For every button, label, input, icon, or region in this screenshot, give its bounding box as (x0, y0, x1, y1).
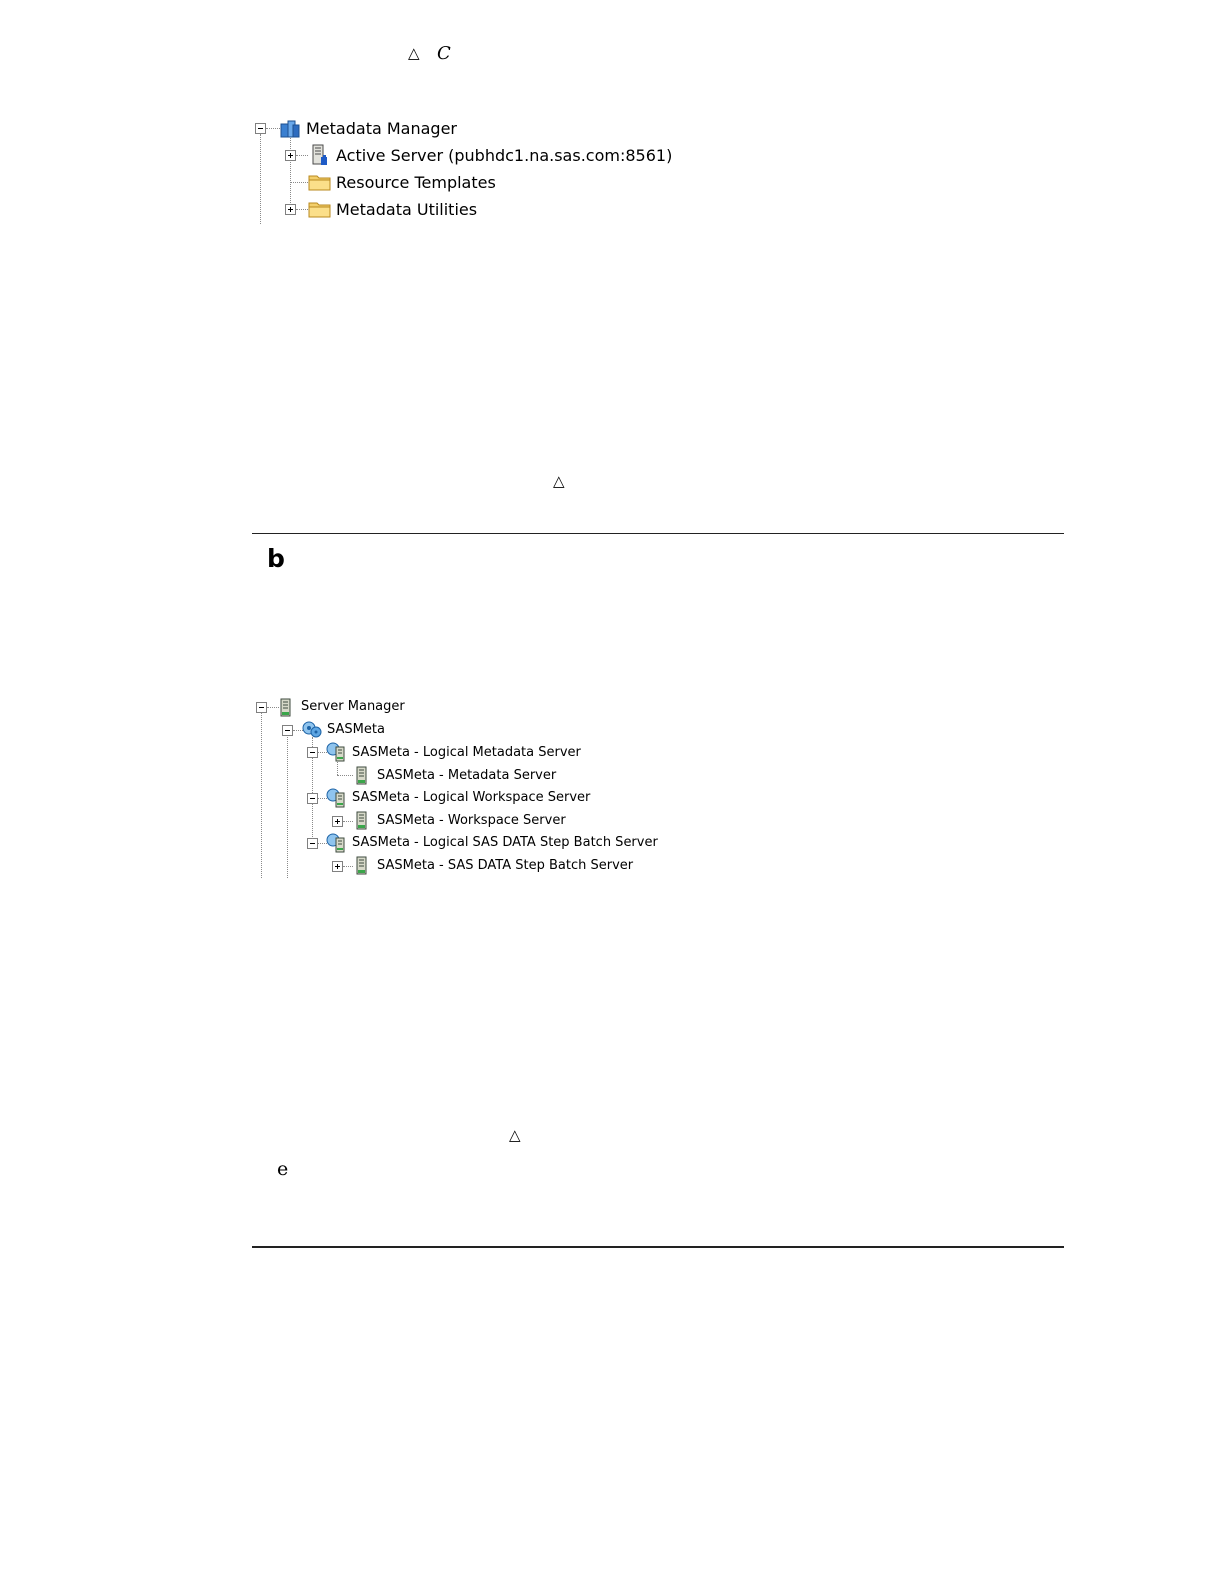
folder-icon (308, 172, 332, 192)
tree-node-label[interactable]: Resource Templates (336, 173, 496, 192)
collapse-toggle[interactable] (255, 123, 266, 134)
tree-node-label[interactable]: SASMeta (327, 722, 385, 737)
expand-toggle[interactable] (285, 204, 296, 215)
folder-icon (308, 199, 332, 219)
tree-node-label[interactable]: SASMeta - Logical Metadata Server (352, 745, 581, 760)
section-divider (252, 1246, 1064, 1248)
expand-toggle[interactable] (285, 150, 296, 161)
expand-toggle[interactable] (332, 816, 343, 827)
tree-node-label[interactable]: SASMeta - Logical SAS DATA Step Batch Server (352, 835, 658, 850)
italic-c-symbol: C (437, 43, 451, 64)
tree-node-label[interactable]: Metadata Utilities (336, 200, 478, 219)
server-icon (278, 698, 294, 718)
collapse-toggle[interactable] (307, 747, 318, 758)
tree-node-label[interactable]: Active Server (pubhdc1.na.sas.com:8561) (336, 146, 673, 165)
section-letter: b (267, 544, 285, 573)
triangle-symbol: △ (408, 44, 420, 62)
collapse-toggle[interactable] (307, 838, 318, 849)
logical-server-icon (326, 742, 348, 762)
tree-node-label[interactable]: Server Manager (301, 699, 405, 714)
server-manager-tree (250, 695, 658, 880)
tree-node-label[interactable]: SASMeta - Metadata Server (377, 768, 557, 783)
server-icon (354, 766, 370, 786)
tree-node-label[interactable]: Metadata Manager (306, 119, 457, 138)
server-icon (354, 856, 370, 876)
server-icon (309, 144, 329, 166)
server-icon (354, 811, 370, 831)
tree-node-label[interactable]: SASMeta - Workspace Server (377, 813, 566, 828)
expand-toggle[interactable] (332, 861, 343, 872)
collapse-toggle[interactable] (282, 725, 293, 736)
triangle-symbol: △ (509, 1126, 521, 1144)
server-context-icon (301, 720, 323, 740)
tree-node-label[interactable]: SASMeta - Logical Workspace Server (352, 790, 591, 805)
collapse-toggle[interactable] (256, 702, 267, 713)
tree-node-label[interactable]: SASMeta - SAS DATA Step Batch Server (377, 858, 634, 873)
metadata-manager-tree (250, 116, 673, 226)
letter-e-symbol: e (277, 1158, 289, 1180)
triangle-symbol: △ (553, 472, 565, 490)
logical-server-icon (326, 788, 348, 808)
metadata-manager-icon (279, 119, 301, 139)
section-divider (252, 533, 1064, 534)
logical-server-icon (326, 833, 348, 853)
collapse-toggle[interactable] (307, 793, 318, 804)
